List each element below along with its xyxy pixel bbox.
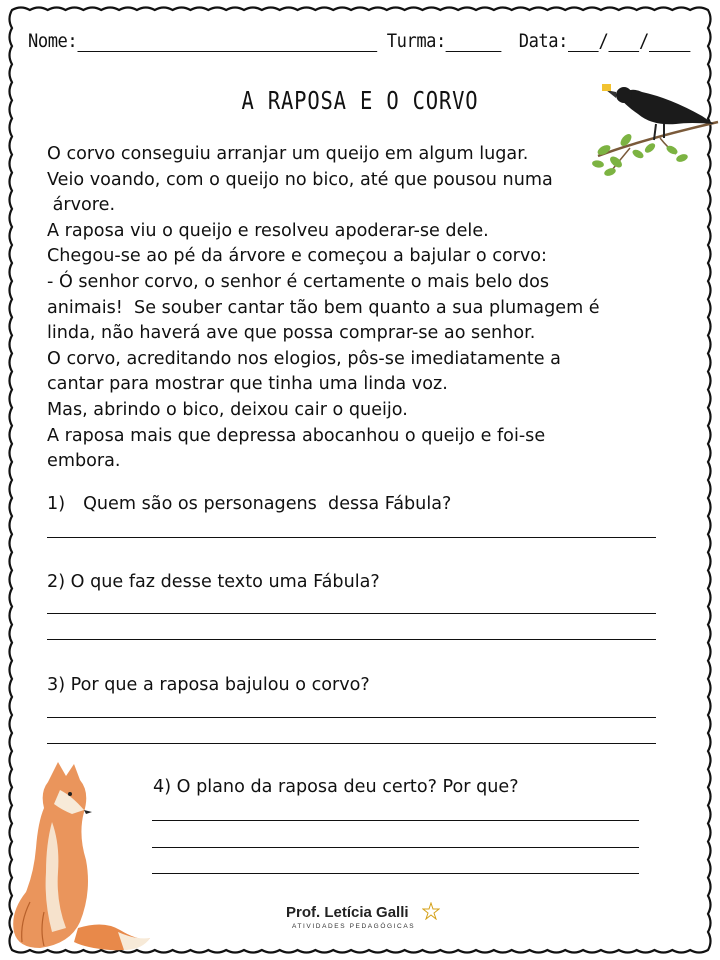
answer-line[interactable]	[152, 847, 639, 848]
answer-line[interactable]	[47, 743, 656, 744]
question-text: O plano da raposa deu certo? Por que?	[176, 777, 519, 797]
class-field[interactable]	[446, 33, 502, 52]
answer-line[interactable]	[47, 613, 656, 614]
brand-subtitle: ATIVIDADES PEDAGÓGICAS	[292, 923, 416, 930]
brand-name: Prof. Letícia Galli	[286, 904, 409, 921]
question-number: 3)	[47, 675, 66, 695]
name-field[interactable]	[77, 33, 377, 52]
question-number: 1)	[47, 494, 66, 514]
story-line: animais! Se souber cantar tão bem quanto a sua plumagem é	[47, 297, 600, 318]
question-number: 2)	[47, 572, 66, 592]
question-text: Por que a raposa bajulou o corvo?	[70, 675, 370, 695]
story-line: Veio voando, com o queijo no bico, até que pousou numa	[47, 169, 553, 190]
brand-logo	[286, 904, 446, 930]
question-4	[153, 777, 519, 797]
story-text	[47, 142, 667, 475]
story-line: O corvo, acreditando nos elogios, pôs-se imediatamente a	[47, 348, 561, 369]
class-label: Turma:	[386, 30, 446, 52]
story-line: A raposa mais que depressa abocanhou o queijo e foi-se	[47, 425, 546, 446]
answer-line[interactable]	[47, 537, 656, 538]
name-label: Nome:	[28, 30, 78, 52]
star-wand-icon	[422, 902, 440, 920]
answer-line[interactable]	[47, 639, 656, 640]
question-text: O que faz desse texto uma Fábula?	[70, 572, 380, 592]
story-line: Chegou-se ao pé da árvore e começou a bajular o corvo:	[47, 246, 547, 267]
answer-line[interactable]	[47, 717, 656, 718]
answer-line[interactable]	[152, 873, 639, 874]
question-text: Quem são os personagens dessa Fábula?	[83, 494, 452, 514]
page-title: A RAPOSA E O CORVO	[241, 86, 479, 115]
story-line: Mas, abrindo o bico, deixou cair o queijo.	[47, 399, 408, 420]
date-label: Data:	[518, 30, 568, 52]
story-line: A raposa viu o queijo e resolveu apoderar-se dele.	[47, 220, 489, 241]
story-line: linda, não haverá ave que possa comprar-se ao senhor.	[47, 323, 536, 344]
story-line: O corvo conseguiu arranjar um queijo em algum lugar.	[47, 144, 529, 164]
question-number: 4)	[153, 777, 172, 797]
story-line: - Ó senhor corvo, o senhor é certamente o mais belo dos	[47, 271, 550, 292]
answer-line[interactable]	[152, 820, 639, 821]
header-fields: Nome: Turma: Data: / /	[28, 30, 627, 60]
date-month-field[interactable]	[608, 33, 639, 52]
date-day-field[interactable]	[568, 33, 599, 52]
date-year-field[interactable]	[649, 33, 690, 52]
question-3	[47, 675, 370, 695]
question-2	[47, 572, 380, 592]
story-line: árvore.	[47, 195, 116, 216]
story-line: embora.	[47, 451, 121, 472]
story-line: cantar para mostrar que tinha uma linda voz.	[47, 374, 448, 395]
fox-illustration	[0, 752, 150, 952]
question-1	[47, 494, 451, 514]
